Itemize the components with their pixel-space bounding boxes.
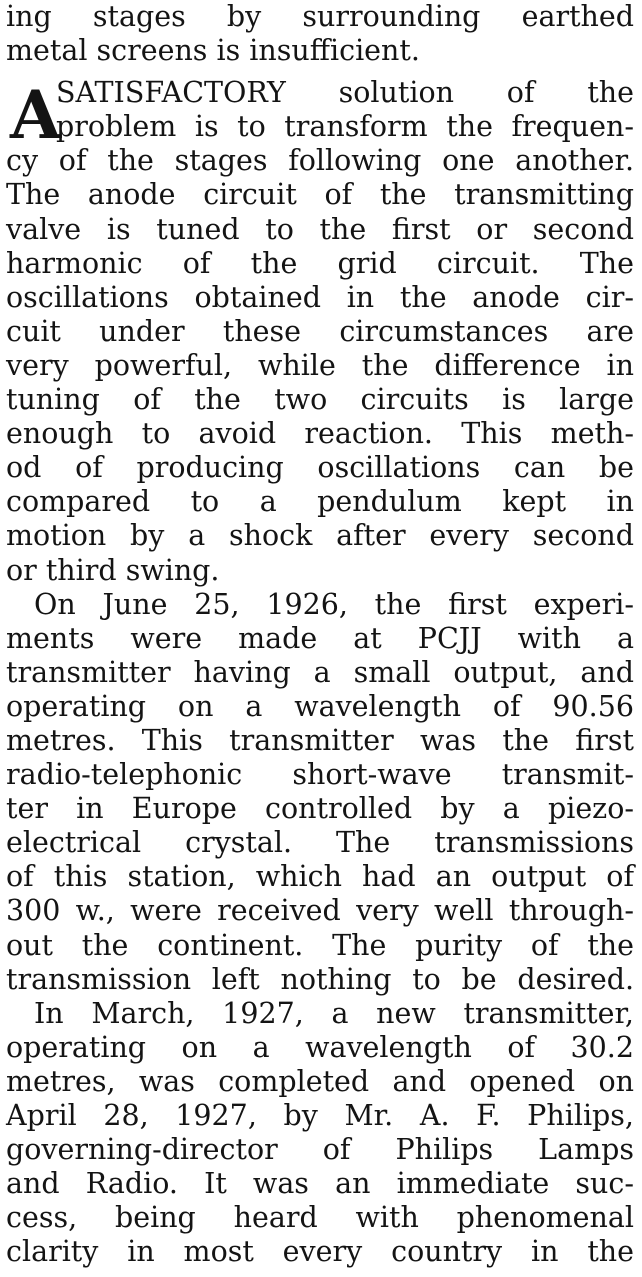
paragraph-2-line: ments were made at PCJJ with a [6,621,634,655]
paragraph-2-line: transmission left nothing to be desired. [6,962,634,996]
paragraph-gap [6,68,634,76]
paragraph-1-line: problem is to transform the frequen- [56,110,634,144]
paragraph-3-line: cess, being heard with phenomenal [6,1201,634,1235]
paragraph-3-line: governing-director of Philips Lamps [6,1133,634,1167]
paragraph-2-line: of this station, which had an output of [6,860,634,894]
paragraph-1-line: motion by a shock after every second [6,519,634,553]
paragraph-1-line: tuning of the two circuits is large [6,383,634,417]
paragraph-1-line: harmonic of the grid circuit. The [6,246,634,280]
paragraph-1-line: cuit under these circumstances are [6,314,634,348]
paragraph-3-line: April 28, 1927, by Mr. A. F. Philips, [6,1099,634,1132]
paragraph-2-line: out the continent. The purity of the [6,928,634,962]
intro-line-2: metal screens is insufficient. [6,34,420,68]
paragraph-3-line: operating on a wavelength of 30.2 [6,1030,634,1064]
paragraph-1 [6,76,634,587]
paragraph-2-line: 300 w., were received very well through- [6,894,634,928]
paragraph-1-line: compared to a pendulum kept in [6,485,634,519]
paragraph-3 [6,997,634,1270]
paragraph-1-line: oscillations obtained in the anode cir- [6,280,634,314]
paragraph-2-line: transmitter having a small output, and [6,655,634,689]
paragraph-2 [6,588,634,997]
paragraph-2-line: operating on a wavelength of 90.56 [6,689,634,723]
paragraph-3-line: In March, 1927, a new transmitter, [34,996,634,1030]
paragraph-1-line: enough to avoid reaction. This meth- [6,417,634,451]
paragraph-3-line: and Radio. It was an immediate suc- [6,1167,634,1201]
paragraph-1-line: od of producing oscillations can be [6,451,634,485]
paragraph-3-line: clarity in most every country in the [6,1235,634,1269]
paragraph-1-line: very powerful, while the difference in [6,348,634,382]
paragraph-1-line: cy of the stages following one another. [6,144,634,178]
paragraph-2-line: metres. This transmitter was the first [6,723,634,757]
paragraph-1-line: SATISFACTORY solution of the [56,76,634,110]
paragraph-3-line: metres, was completed and opened on [6,1064,634,1098]
paragraph-1-line: valve is tuned to the first or second [6,212,634,246]
paragraph-2-line: ter in Europe controlled by a piezo- [6,792,634,826]
paragraph-2-line: On June 25, 1926, the first experi- [34,587,634,621]
drop-cap: A [10,76,62,155]
intro-line-1: ing stages by surrounding earthed [6,0,634,33]
paragraph-1-line: or third swing. [6,553,220,587]
paragraph-2-line: radio-telephonic short-wave transmit- [6,758,634,792]
paragraph-2-line: electrical crystal. The transmissions [6,826,634,860]
paragraph-1-line: The anode circuit of the transmitting [6,178,634,212]
